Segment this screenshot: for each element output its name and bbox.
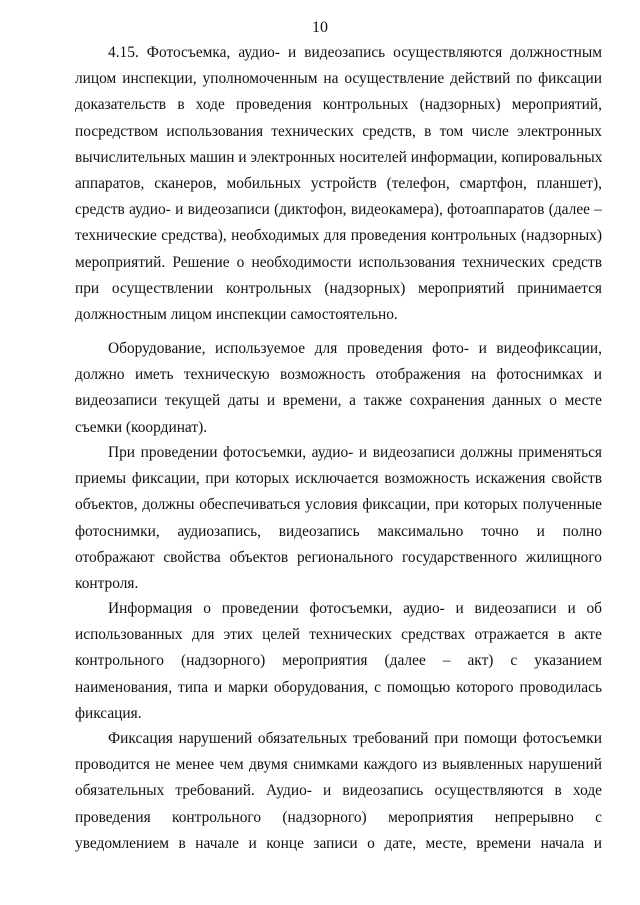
text-line: аппаратов, сканеров, мобильных устройств (телефон, смартфон, планшет), xyxy=(75,174,602,192)
text-line: контрольного (надзорного) мероприятия (далее – акт) с указанием xyxy=(75,652,602,670)
paragraph-act-information xyxy=(75,596,602,727)
text-line: посредством использования технических средств, в том числе электронных xyxy=(75,122,602,140)
text-line: мероприятий. Решение о необходимости использования технических средств xyxy=(75,253,602,271)
text-line: доказательств в ходе проведения контрольных (надзорных) мероприятий, xyxy=(75,96,602,114)
text-line: Оборудование, используемое для проведения фото- и видеофиксации, xyxy=(108,340,602,357)
text-line: видеозаписи текущей даты и времени, а также сохранения данных о месте xyxy=(75,392,602,410)
paragraph-violation-fixation xyxy=(75,726,602,857)
text-line: При проведении фотосъемки, аудио- и видеозаписи должны применяться xyxy=(108,444,602,461)
text-line: 4.15. Фотосъемка, аудио- и видеозапись осуществляются должностным xyxy=(108,44,602,61)
text-line: отображают свойства объектов регионального государственного жилищного xyxy=(75,548,602,566)
text-line: фиксация. xyxy=(75,704,142,722)
text-line: фотоснимки, аудиозапись, видеозапись максимально точно и полно xyxy=(75,522,602,540)
text-line: контроля. xyxy=(75,574,139,592)
text-line: должностным лицом инспекции самостоятельно. xyxy=(75,305,398,323)
text-line: технические средства), необходимых для проведения контрольных (надзорных) xyxy=(75,227,602,245)
text-line: средств аудио- и видеозаписи (диктофон, видеокамера), фотоаппаратов (далее – xyxy=(75,201,602,219)
text-line: проведения контрольного (надзорного) мероприятия непрерывно с xyxy=(75,808,602,826)
text-line: лицом инспекции, уполномоченным на осуществление действий по фиксации xyxy=(75,70,602,88)
text-line: объектов, должны обеспечиваться условия фиксации, при которых полученные xyxy=(75,496,602,514)
paragraph-equipment xyxy=(75,336,602,441)
text-line: при осуществлении контрольных (надзорных) мероприятий принимается xyxy=(75,279,602,297)
text-line: должно иметь техническую возможность отображения на фотоснимках и xyxy=(75,366,602,384)
paragraph-recording-methods xyxy=(75,440,602,597)
paragraph-4-15 xyxy=(75,40,602,328)
text-line: уведомлением в начале и конце записи о дате, месте, времени начала и xyxy=(75,834,602,852)
text-line: Фиксация нарушений обязательных требований при помощи фотосъемки xyxy=(108,730,602,747)
text-line: обязательных требований. Аудио- и видеозапись осуществляются в ходе xyxy=(75,782,602,800)
text-line: вычислительных машин и электронных носителей информации, копировальных xyxy=(75,148,602,166)
page-number: 10 xyxy=(312,19,328,36)
text-line: использованных для этих целей технических средствах отражается в акте xyxy=(75,626,602,644)
text-line: приемы фиксации, при которых исключается возможность искажения свойств xyxy=(75,470,602,488)
text-line: съемки (координат). xyxy=(75,418,208,436)
text-line: проводится не менее чем двумя снимками каждого из выявленных нарушений xyxy=(75,756,602,774)
text-line: наименования, типа и марки оборудования, с помощью которого проводилась xyxy=(75,678,602,696)
text-line: Информация о проведении фотосъемки, аудио- и видеозаписи и об xyxy=(108,600,602,617)
